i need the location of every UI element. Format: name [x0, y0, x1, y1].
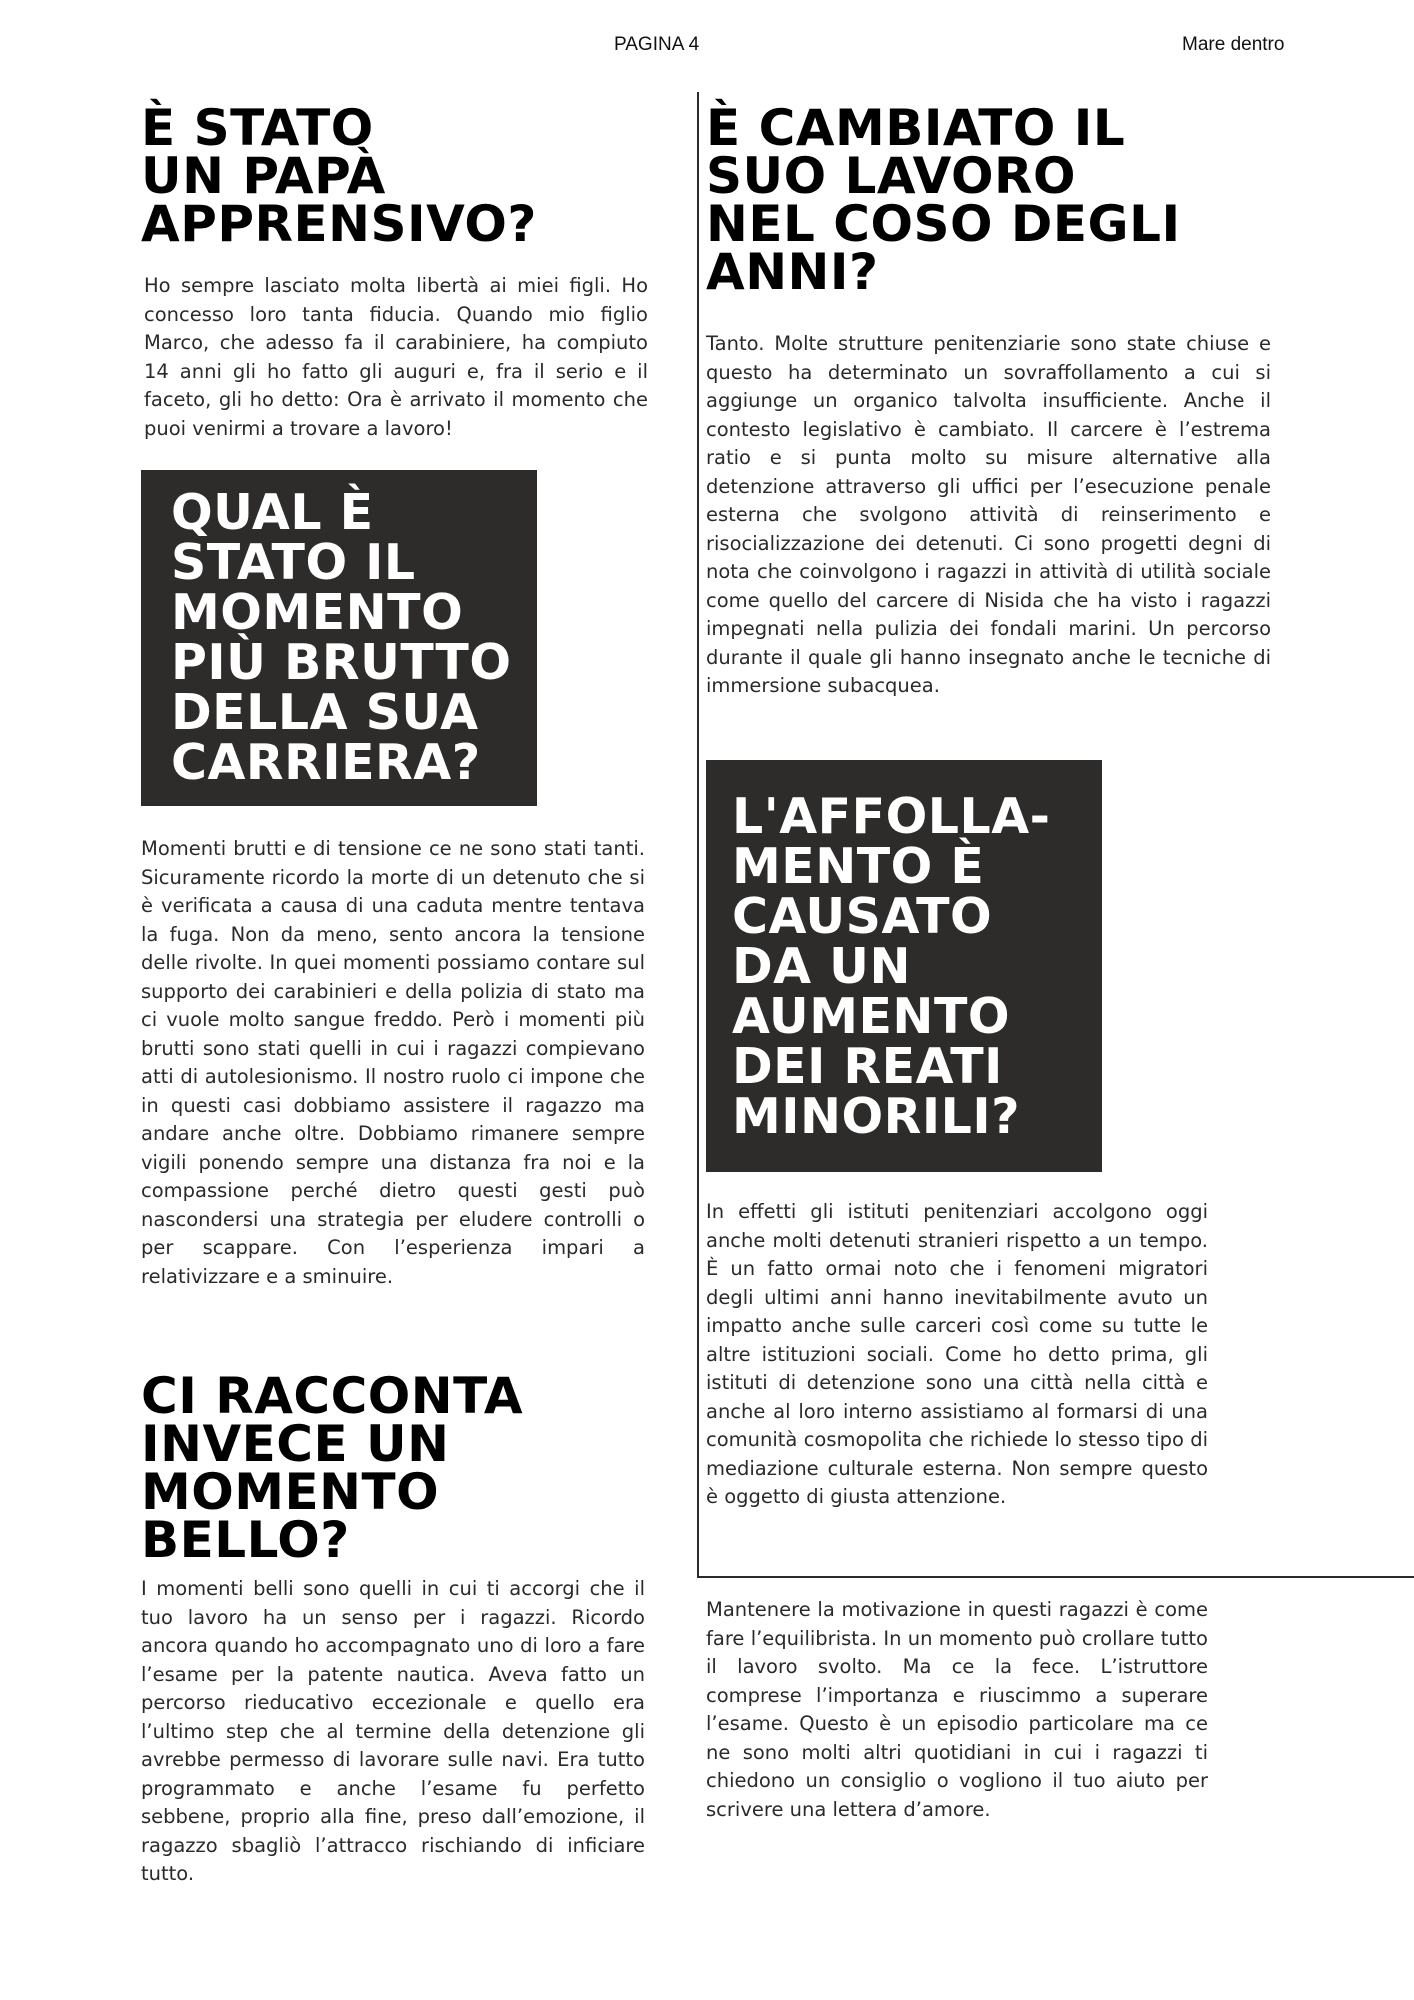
- question-heading-momento-bello: CI RACCONTA INVECE UN MOMENTO BELLO?: [141, 1367, 524, 1569]
- magazine-name: Mare dentro: [1182, 34, 1285, 55]
- section-divider: [697, 1576, 1414, 1578]
- question-box-affollamento: [706, 760, 1102, 1172]
- answer-momento-brutto: Momenti brutti e di tensione ce ne sono stati tanti. Sicuramente ricordo la morte di un detenuto che si è verificata a causa di una caduta mentre tentava la fuga. Non da meno, sento ancora la tensione delle rivolte. In quei momenti possiamo contare sul supporto dei carabinieri e della polizia di stato ma ci vuole molto sangue freddo. Però i momenti più brutti sono stati quelli in cui i ragazzi compievano atti di autolesionismo. Il nostro ruolo ci impone che in questi casi dobbiamo assistere il ragazzo ma andare anche oltre. Dobbiamo rimanere sempre vigili ponendo sempre una distanza fra noi e la compassione perché dietro questi gesti può nascondersi una strategia per eludere controlli o per scappare. Con l’esperienza impari a relativizzare e a sminuire.: [141, 837, 645, 1288]
- answer-momento-bello-continued: Mantenere la motivazione in questi ragazzi è come fare l’equilibrista. In un momento può crollare tutto il lavoro svolto. Ma ce la fece. L’istruttore comprese l’importanza e riuscimmo a superare l’esame. Questo è un episodio particolare ma ce ne sono molti altri quotidiani in cui i ragazzi ti chiedono un consiglio o vogliono il tuo aiuto per scrivere una lettera d’amore.: [706, 1598, 1208, 1821]
- question-heading-papa: È STATO UN PAPÀ APPRENSIVO?: [141, 99, 537, 253]
- question-heading-momento-brutto: QUAL È STATO IL MOMENTO PIÙ BRUTTO DELLA SUA CARRIERA?: [171, 484, 512, 791]
- answer-affollamento: In effetti gli istituti penitenziari accolgono oggi anche molti detenuti stranieri rispetto a un tempo. È un fatto ormai noto che i fenomeni migratori degli ultimi anni hanno inevitabilmente avuto un impatto anche sulle carceri così come su tutte le altre istituzioni sociali. Come ho detto prima, gli istituti di detenzione sono una città nella città e anche al loro interno assistiamo al formarsi di una comunità cosmopolita che richiede lo stesso tipo di mediazione culturale esterna. Non sempre questo è oggetto di giusta attenzione.: [706, 1200, 1208, 1508]
- question-heading-lavoro-cambiato: È CAMBIATO IL SUO LAVORO NEL COSO DEGLI ANNI?: [706, 99, 1181, 301]
- page-number: PAGINA 4: [614, 34, 700, 55]
- question-heading-affollamento: L'AFFOLLA- MENTO È CAUSATO DA UN AUMENTO DEI REATI MINORILI?: [732, 788, 1051, 1145]
- answer-papa: Ho sempre lasciato molta libertà ai miei figli. Ho concesso loro tanta fiducia. Quando mio figlio Marco, che adesso fa il carabiniere, ha compiuto 14 anni gli ho fatto gli auguri e, fra il serio e il faceto, gli ho detto: Ora è arrivato il momento che puoi venirmi a trovare a lavoro!: [144, 274, 648, 440]
- question-box-momento-brutto: [141, 470, 537, 806]
- answer-momento-bello: I momenti belli sono quelli in cui ti accorgi che il tuo lavoro ha un senso per i ragazzi. Ricordo ancora quando ho accompagnato uno di loro a fare l’esame per la patente nautica. Aveva fatto un percorso rieducativo eccezionale e quello era l’ultimo step che al termine della detenzione gli avrebbe permesso di lavorare sulle navi. Era tutto programmato e anche l’esame fu perfetto sebbene, proprio alla fine, preso dall’emozione, il ragazzo sbagliò l’attracco rischiando di inficiare tutto.: [141, 1577, 645, 1885]
- column-divider: [697, 92, 699, 1578]
- answer-lavoro-cambiato: Tanto. Molte strutture penitenziarie sono state chiuse e questo ha determinato un sovraffollamento a cui si aggiunge un organico talvolta insufficiente. Anche il contesto legislativo è cambiato. Il carcere è l’estrema ratio e si punta molto su misure alternative alla detenzione attraverso gli uffici per l’esecuzione penale esterna che svolgono attività di reinserimento e risocializzazione dei detenuti. Ci sono progetti degni di nota che coinvolgono i ragazzi in attività di utilità sociale come quello del carcere di Nisida che ha visto i ragazzi impegnati nella pulizia dei fondali marini. Un percorso durante il quale gli hanno insegnato anche le tecniche di immersione subacquea.: [706, 332, 1271, 697]
